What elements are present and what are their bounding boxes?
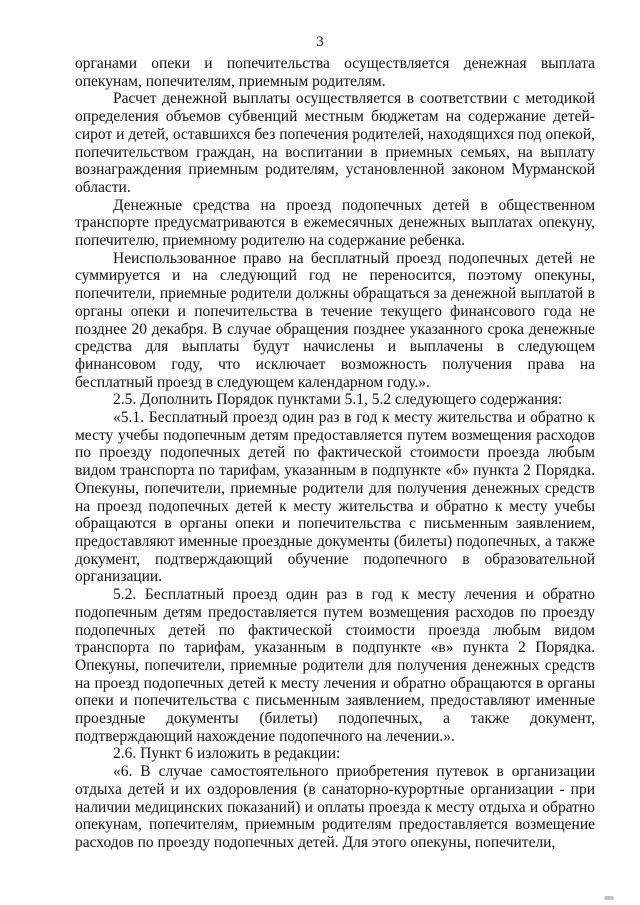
paragraph-item-2-6: 2.6. Пункт 6 изложить в редакции: xyxy=(113,745,341,763)
page-number: 3 xyxy=(316,34,324,50)
scan-mark xyxy=(604,896,614,900)
paragraph-payment-calculation: Расчет денежной выплаты осуществляется в соответствии с методикой определения объемов субвенций местным бюджетам на содержание детей-сирот и детей, оставшихся без попечения родителей, находящихся под опекой, попечительством граждан, на воспитании в приемных семьях, на выплату вознаграждения приемным родителям, установленной законом Мурманской области. xyxy=(75,90,595,196)
paragraph-item-6: «6. В случае самостоятельного приобретения путевок в организации отдыха детей и их оздоровления (в санаторно-курортные организации - при наличии медицинских показаний) и оплаты проезда к месту отдыха и обратно опекунам, попечителям, приемным родителям предоставляется возмещение расходов по проезду подопечных детей. Для этого опекуны, попечители, xyxy=(75,763,595,851)
paragraph-public-transport: Денежные средства на проезд подопечных детей в общественном транспорте предусматриваются в ежемесячных денежных выплатах опекуну, попечителю, приемному родителю на содержание ребенка. xyxy=(75,196,595,250)
paragraph-item-5-2: 5.2. Бесплатный проезд один раз в год к месту лечения и обратно подопечным детям предоставляется путем возмещения расходов по проезду подопечных детей по фактической стоимости проезда любым видом транспорта по тарифам, указанным в подпункте «в» пункта 2 Порядка. Опекуны, попечители, приемные родители для получения денежных средств на проезд подопечных детей к месту лечения и обратно обращаются в органы опеки и попечительства с письменным заявлением, предоставляют именные проездные документы (билеты) подопечных, а также документ, подтверждающий нахождение подопечного на лечении.». xyxy=(75,586,595,745)
paragraph-item-5-1: «5.1. Бесплатный проезд один раз в год к месту жительства и обратно к месту учебы подопечным детям предоставляется путем возмещения расходов по проезду подопечных детей по фактической стоимости проезда любым видом транспорта по тарифам, указанным в подпункте «б» пункта 2 Порядка. Опекуны, попечители, приемные родители для получения денежных средств на проезд подопечных детей к месту жительства и обратно к месту учебы обращаются в органы опеки и попечительства с письменным заявлением, предоставляют именные проездные документы (билеты) подопечных, а также документ, подтверждающий обучение подопечного в образовательной организации. xyxy=(75,409,595,586)
document-body xyxy=(75,55,595,852)
paragraph-unused-right: Неиспользованное право на бесплатный проезд подопечных детей не суммируется и на следующий год не переносится, поэтому опекуны, попечители, приемные родители должны обращаться за денежной выплатой в органы опеки и попечительства в течение текущего финансового года не позднее 20 декабря. В случае обращения позднее указанного срока денежные средства для выплаты будут начислены и выплачены в следующем финансовом году, что исключает возможность получения права на бесплатный проезд в следующем календарном году.». xyxy=(75,249,595,391)
paragraph-item-2-5: 2.5. Дополнить Порядок пунктами 5.1, 5.2 следующего содержания: xyxy=(113,391,563,409)
paragraph-continuation: органами опеки и попечительства осуществляется денежная выплата опекунам, попечителям, приемным родителям. xyxy=(75,55,595,90)
